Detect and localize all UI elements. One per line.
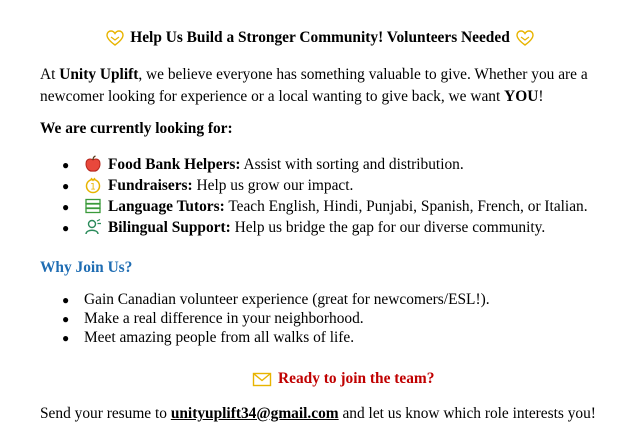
intro-paragraph [40,64,620,108]
bullet: ● [62,179,70,193]
benefit-text: Make a real difference in your neighborhood. [84,310,364,327]
bullet: ● [62,331,70,345]
list-item [62,290,490,309]
why-heading: Why Join Us? [40,259,133,276]
bullet: ● [62,200,70,214]
bullet: ● [62,312,70,326]
send-prefix: Send your resume to [40,405,171,422]
heart-hands-icon [106,30,124,53]
apple-icon [84,155,104,173]
role-name: Fundraisers: [108,177,193,194]
email-link[interactable]: unityuplift34@gmail.com [170,405,339,422]
role-name: Language Tutors: [108,198,225,215]
intro-suffix: ! [538,88,544,105]
send-suffix: and let us know which role interests you! [338,405,596,422]
page-title [0,27,640,53]
medal-icon [84,176,104,194]
list-item [62,175,588,196]
org-name: Unity Uplift [59,66,139,83]
role-name: Food Bank Helpers: [108,156,241,173]
role-desc: Teach English, Hindi, Punjabi, Spanish, French, or Italian. [224,198,588,215]
benefit-text: Gain Canadian volunteer experience (great for newcomers/ESL!). [84,291,490,308]
roles-list [62,154,588,238]
intro-middle: , we believe everyone has something valuable to give. Whether you are a newcomer looking for experience or a local wanting to give back, we want [40,66,588,105]
looking-heading: We are currently looking for: [40,120,233,137]
books-icon [84,197,104,215]
intro-prefix: At [40,66,60,83]
role-desc: Assist with sorting and distribution. [240,156,464,173]
list-item [62,154,588,175]
intro-you: YOU [504,88,539,105]
bullet: ● [62,221,70,235]
cta-heading [252,368,434,394]
list-item [62,309,490,328]
list-item [62,217,588,238]
role-desc: Help us grow our impact. [192,177,354,194]
benefit-text: Meet amazing people from all walks of life. [84,329,355,346]
list-item [62,328,490,347]
role-desc: Help us bridge the gap for our diverse community. [230,219,546,236]
list-item [62,196,588,217]
bullet: ● [62,158,70,172]
envelope-icon [252,371,272,394]
heart-hands-icon [516,30,534,53]
send-line [40,403,596,425]
cta-text: Ready to join the team? [278,370,435,387]
bullet: ● [62,293,70,307]
role-name: Bilingual Support: [108,219,231,236]
speaking-head-icon [84,218,104,236]
benefits-list [62,290,490,347]
svg-text:1: 1 [90,182,96,193]
title-text: Help Us Build a Stronger Community! Volunteers Needed [130,29,510,46]
